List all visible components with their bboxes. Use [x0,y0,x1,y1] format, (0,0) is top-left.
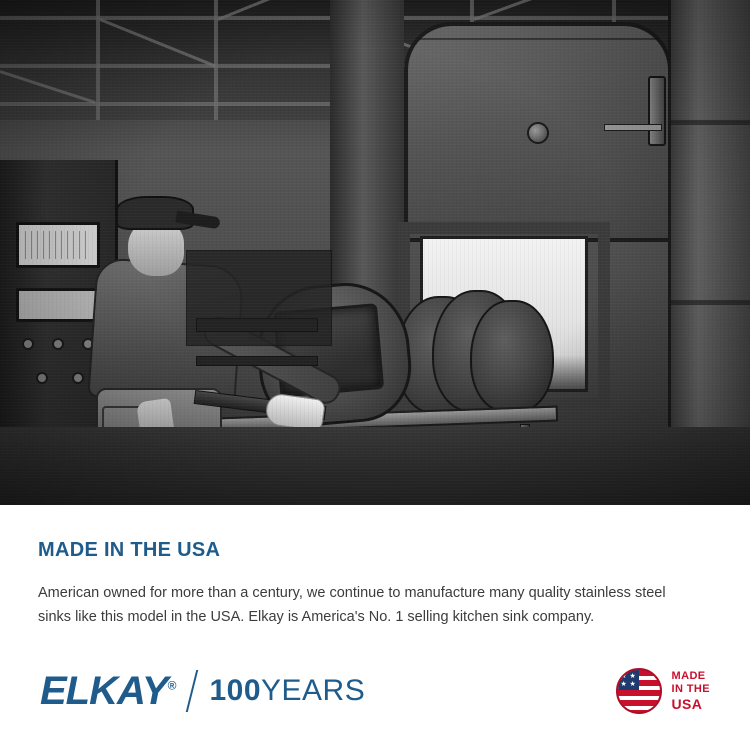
door-bolt [527,122,549,144]
worker-cap [116,196,194,230]
furnace-door [404,22,672,242]
divider-slash [186,670,198,712]
anniversary-word: YEARS [261,674,366,707]
made-in-usa-text [672,670,710,712]
body-paragraph: American owned for more than a century, we continue to manufacture many quality stainless steel sinks like this model in the USA. Elkay is America's No. 1 selling kitchen sink company. [38,585,666,625]
footer [0,632,750,750]
work-glove [264,392,326,432]
factory-floor [0,427,750,505]
elkay-logo [40,669,175,714]
anniversary-number: 100 [209,674,262,707]
registered-trademark-icon: ® [167,678,176,693]
badge-line-3: USA [671,695,703,712]
made-in-usa-badge [616,668,710,714]
door-rod [604,124,662,131]
badge-line-2: IN THE [671,682,710,695]
usa-flag-circle-icon: ★ ★ ★ ★ [616,668,662,714]
brand-lockup [40,669,365,714]
elkay-wordmark: ELKAY [40,668,168,713]
door-hinge [648,76,666,146]
page-title: MADE IN THE USA [38,539,221,561]
sink-blank [470,300,554,412]
badge-line-1: MADE [671,669,706,682]
text-content [0,505,750,750]
anniversary-lockup [209,674,365,708]
